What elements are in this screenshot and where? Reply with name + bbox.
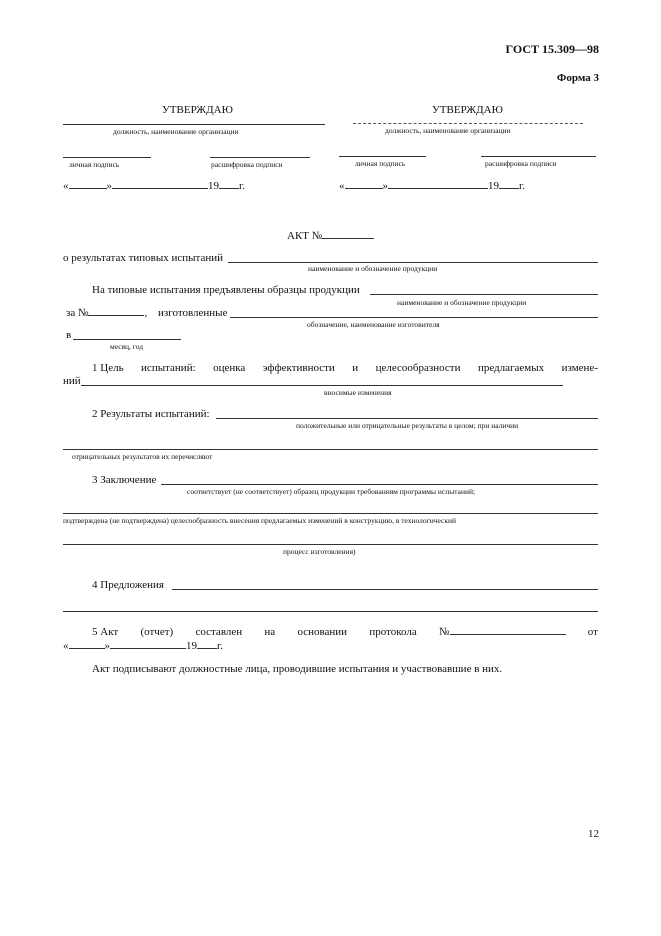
section-1-cont: ний [63,375,81,387]
section-3-line-3 [63,544,598,545]
section-2-line-2 [63,449,598,450]
sign-caption-left: личная подпись [69,160,120,169]
section-1-changes-line [81,385,563,386]
section-2-caption-2: отрицательных результатов их перечисляют [72,452,213,461]
section-1-caption: вносимые изменения [324,388,392,397]
made-line [230,317,598,318]
section-4-line [172,589,598,590]
decode-caption-right: расшифровка подписи [485,159,557,168]
section-3-line [161,484,598,485]
section-3-line-2 [63,513,598,514]
results-caption: наименование и обозначение продукции [308,264,438,273]
org-line-right [353,123,583,124]
approve-title-right: УТВЕРЖДАЮ [432,104,503,116]
sign-line-left [63,157,151,158]
presented-line [370,294,598,295]
decode-line-right [481,156,596,157]
presented-label: На типовые испытания предъявлены образцы продукции [92,284,360,296]
in-line [73,339,181,340]
org-caption-right: должность, наименование организации [385,126,511,135]
sign-line-right [339,156,426,157]
section-3-caption-2: подтверждена (не подтверждена) целесообразность внесения предлагаемых изменений в конструкцию, в технологический [63,516,457,525]
signature-note: Акт подписывают должностные лица, проводившие испытания и участвовавшие в них. [92,663,503,675]
section-2-line [216,418,598,419]
act-title: АКТ № [287,230,374,243]
section-2-caption: положительные или отрицательные результаты в целом; при наличии [296,421,519,430]
org-caption-left: должность, наименование организации [113,127,239,136]
section-2-label: 2 Результаты испытаний: [92,408,210,420]
section-4-line-2 [63,611,598,612]
made-label: изготовленные [158,307,228,319]
decode-line-left [210,157,310,158]
presented-caption: наименование и обозначение продукции [397,298,527,307]
results-label: о результатах типовых испытаний [63,252,224,264]
made-caption: обозначение, наименование изготовителя [307,320,440,329]
in-label: в [66,329,72,341]
standard-number: ГОСТ 15.309—98 [505,42,599,56]
results-line [228,262,598,263]
section-1-line: 1 Цель испытаний: оценка эффективности и целесообразности предлагаемых измене- [92,362,598,374]
section-3-label: 3 Заключение [92,474,157,486]
page-number: 12 [588,828,599,840]
section-5-line: 5 Акт (отчет) составлен на основании протокола № от [92,626,598,638]
date-left: « » 19 г. [63,180,246,192]
decode-caption-left: расшифровка подписи [211,160,283,169]
month-caption: месяц, год [110,342,144,351]
sign-caption-right: личная подпись [355,159,406,168]
section-3-caption-1: соответствует (не соответствует) образец продукции требованиям программы испытаний; [187,487,476,496]
org-line-left [63,124,325,125]
section-4-label: 4 Предложения [92,579,164,591]
date-right: « » 19 г. [339,180,526,192]
approve-title-left: УТВЕРЖДАЮ [162,104,233,116]
form-number: Форма 3 [556,72,599,84]
for-label: за № , [66,307,148,319]
section-3-caption-3: процесс изготовления) [283,547,356,556]
section-5-date: « » 19 г. [63,640,224,652]
